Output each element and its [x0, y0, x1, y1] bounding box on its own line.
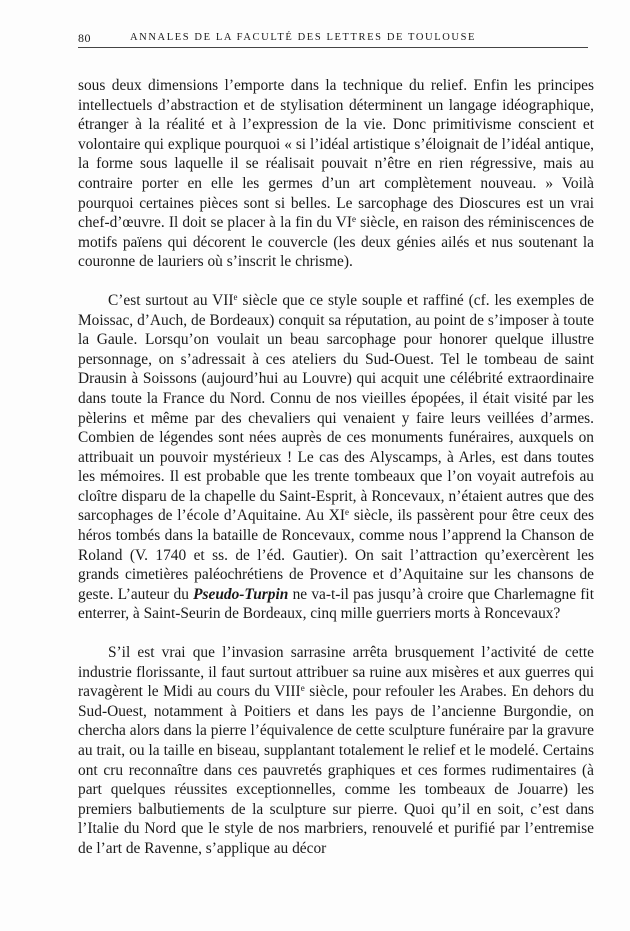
superscript: e — [345, 507, 350, 518]
superscript: e — [233, 291, 238, 302]
superscript: e — [300, 683, 305, 694]
text-segment: siècle que ce style souple et raffiné (cf. les exemples de Moissac, d’Auch, de Bordeaux) conquit sa réputation, au point de s’imposer à toute la Gaule. Lorsqu’on voulait un beau sarcophage pour honorer quelque illustre personnage, on s’adressait à ces ateliers du Sud-Ouest. Tel le tombeau de saint Drausin à Soissons (aujourd’hui au Louvre) qui acquit une célébrité extraordinaire dans toute la France du Nord. Connu de nos vieilles épopées, il était visité par les pèlerins et même par des chevaliers qui venaient y faire leurs veillées d’armes. Combien de légendes sont nées auprès de ces monuments funéraires, auxquels on attribuait un pouvoir mystérieux ! Le cas des Alyscamps, à Arles, est dans toutes les mémoires. Il est probable que les trente tombeaux que l’on voyait autrefois au cloître disparu de la chapelle du Saint-Esprit, à Roncevaux, n’étaient autres que des sarcophages de l’école d’Aquitaine. Au XI — [78, 291, 594, 525]
text-segment: siècle, ils passèrent pour être ceux des héros tombés dans la bataille de Roncevaux, comme nous l’apprend la Chanson de Roland (V. 1740 et ss. de l’éd. Gautier). On sait l’attraction qu’exercèrent les grands cimetières paléochrétiens de Provence et d’Aquitaine sur les chansons de geste. L’auteur du — [78, 507, 595, 603]
body-text — [78, 76, 594, 859]
superscript: e — [352, 214, 357, 225]
text-segment: sous deux dimensions l’emporte dans la technique du relief. Enfin les principes intellectuels d’abstraction et de stylisation déterminent un langage idéographique, étranger à la réalité et à l’expression de la vie. Donc primitivisme conscient et volontaire qui explique pourquoi « si l’idéal artistique s’éloignait de l’idéal antique, la forme sous laquelle il se réalisait pouvait n’être en rien régressive, mais au contraire porter en elle les germes d’un art complètement nouveau. » Voilà pourquoi certaines pièces sont si belles. Le sarcophage des Dioscures est un vrai chef-d’œuvre. Il doit se placer à la fin du VI — [78, 77, 594, 232]
paragraph-1 — [78, 76, 594, 272]
paragraph-3 — [78, 643, 594, 859]
text-segment: siècle, pour refouler les Arabes. En dehors du Sud-Ouest, notamment à Poitiers et dans les pays de l’ancienne Burgondie, on chercha alors dans la pierre l’équivalence de cette sculpture funéraire par la gravure au trait, ou la taille en biseau, supplantant totalement le relief et le modelé. Certains ont cru reconnaître dans ces pauvretés graphiques et ces formes rudimentaires (à part quelques réussites exceptionnelles, comme les tombeaux de Jouarre) les premiers balbutiements de la sculpture sur pierre. Quoi qu’il en soit, c’est dans l’Italie du Nord que le style de nos marbriers, renouvelé et purifié par l’entremise de l’art de Ravenne, s’applique au décor — [78, 683, 595, 857]
paragraph-2 — [78, 291, 594, 624]
text-segment: S’il est vrai que l’invasion sarrasine arrêta brusquement l’activité de cette industrie florissante, il faut surtout attribuer sa ruine aux misères et aux guerres qui ravagèrent le Midi au cours du VIII — [78, 644, 594, 701]
text-segment: ne va-t-il pas jusqu’à croire que Charlemagne fit enterrer, à Saint-Seurin de Bordeaux, cinq mille guerriers morts à Roncevaux? — [78, 585, 594, 623]
header-rule — [78, 47, 588, 48]
text-segment: C’est surtout au VII — [108, 291, 234, 309]
journal-title: ANNALES DE LA FACULTÉ DES LETTRES DE TOULOUSE — [130, 32, 477, 43]
italic-title: Pseudo-Turpin — [193, 585, 289, 603]
page-number: 80 — [78, 31, 91, 45]
running-header — [78, 31, 588, 47]
text-segment: siècle, en raison des réminiscences de motifs païens qui décorent le couvercle (les deux génies ailés et nus soutenant la couronne de lauriers où s’inscrit le chrisme). — [78, 214, 595, 271]
